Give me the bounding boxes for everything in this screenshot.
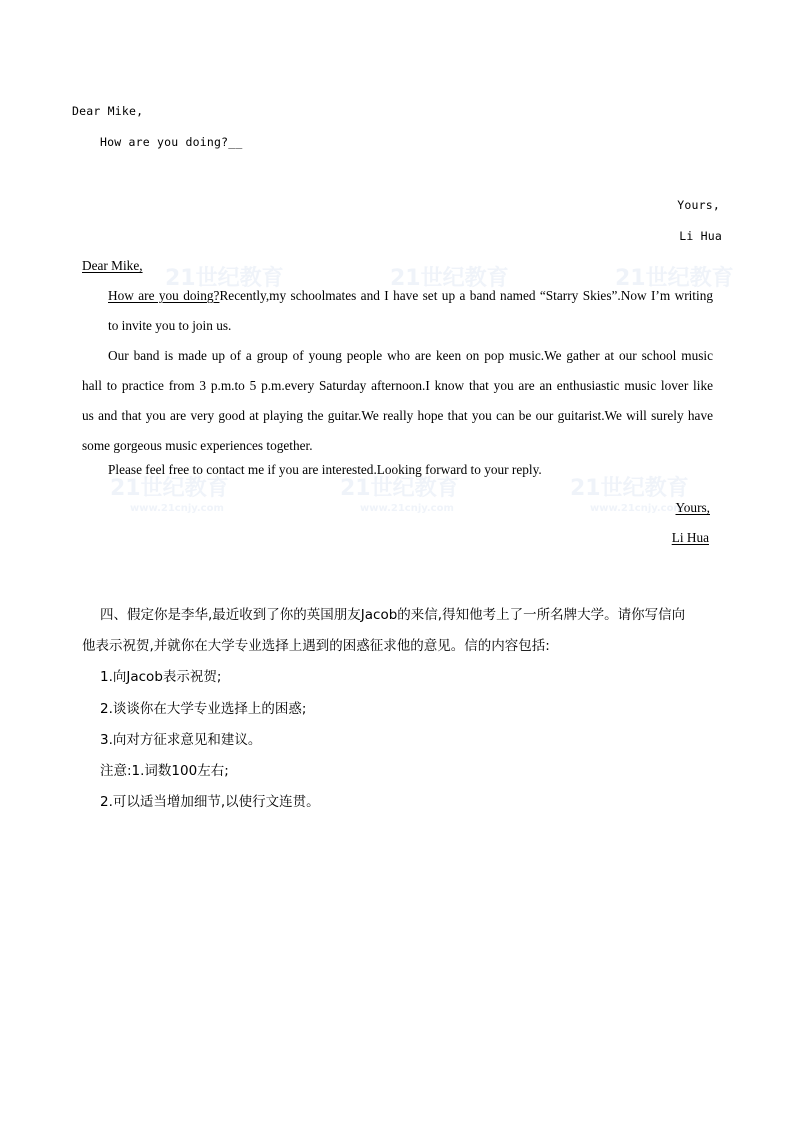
watermark-brand-text: 21世纪教育 [110, 476, 229, 501]
watermark-brand-text: 21世纪教育 [165, 266, 284, 291]
model-p2-line3: us and that you are very good at playing the guitar.We really hope that you can be our guitarist.We will surely have [82, 408, 713, 423]
model-paragraph-1 [82, 281, 713, 341]
task-intro-line2: 他表示祝贺,并就你在大学专业选择上遇到的困惑征求他的意见。信的内容包括: [82, 638, 550, 654]
task-intro-line1: 四、假定你是李华,最近收到了你的英国朋友Jacob的来信,得知他考上了一所名牌大学。请你写信向 [100, 607, 686, 623]
model-p1-line2: to invite you to join us. [108, 318, 232, 333]
model-p2-line2: hall to practice from 3 p.m.to 5 p.m.every Saturday afternoon.I know that you are an enthusiastic music lover like [82, 378, 713, 393]
template-signature: Li Hua [679, 229, 722, 243]
task-item: 3.向对方征求意见和建议。 [100, 732, 262, 748]
template-closing: Yours, [677, 198, 720, 212]
model-p2-line4: some gorgeous music experiences together. [82, 438, 313, 453]
model-greeting: How are you doing? [108, 288, 220, 303]
watermark-brand-text: 21世纪教育 [615, 266, 734, 291]
watermark-url-text: www.21cnjy.com [130, 503, 224, 514]
model-signature: Li Hua [671, 530, 709, 545]
task-note: 注意:1.词数100左右; [100, 763, 229, 779]
task-intro [82, 600, 710, 662]
template-salutation: Dear Mike, [72, 104, 144, 118]
model-closing: Yours, [675, 500, 710, 515]
model-p2-line1: Our band is made up of a group of young people who are keen on pop music.We gather at our school music [108, 348, 713, 363]
watermark-brand-text: 21世纪教育 [570, 476, 689, 501]
watermark-url-text: www.21cnjy.com [360, 503, 454, 514]
template-greeting: How are you doing?__ [100, 135, 243, 149]
model-salutation: Dear Mike, [82, 258, 143, 273]
watermark-url-text: www.21cnjy.com [590, 503, 684, 514]
task-item: 2.谈谈你在大学专业选择上的困惑; [100, 701, 307, 717]
model-p1-line1: Recently,my schoolmates and I have set up a band named “Starry Skies”.Now I’m writing [219, 288, 713, 303]
watermark-brand-text: 21世纪教育 [340, 476, 459, 501]
task-item: 1.向Jacob表示祝贺; [100, 669, 222, 685]
task-note: 2.可以适当增加细节,以使行文连贯。 [100, 794, 320, 810]
model-paragraph-3: Please feel free to contact me if you are interested.Looking forward to your reply. [108, 462, 542, 477]
watermark-brand-text: 21世纪教育 [390, 266, 509, 291]
model-paragraph-2 [82, 341, 713, 461]
